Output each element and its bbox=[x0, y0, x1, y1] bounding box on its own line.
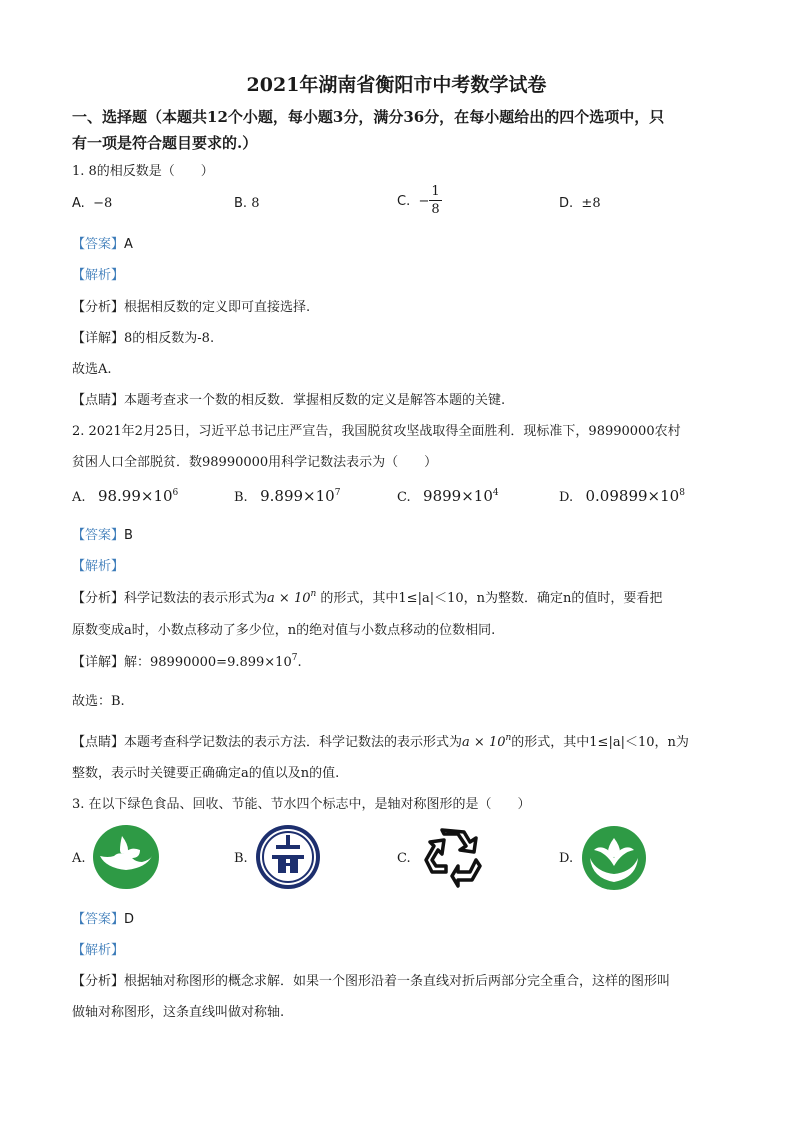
q2-option-c-letter: C. bbox=[397, 490, 411, 505]
q1-option-a-value: −8 bbox=[93, 196, 113, 211]
q1-detail bbox=[72, 327, 214, 346]
q3-stem: 3. 在以下绿色食品、回收、节能、节水四个标志中，是轴对称图形的是（ ） bbox=[72, 797, 531, 812]
q2-fenxi-text-b: 的形式，其中1≤|a|＜10，n为整数．确定n的值时，要看把 bbox=[316, 591, 663, 606]
q1-option-c-letter: C. bbox=[397, 194, 411, 209]
q2-dianjing-label: 【点睛】 bbox=[72, 735, 125, 750]
q1-fenxi bbox=[72, 296, 310, 315]
q3-fenxi-line1 bbox=[72, 970, 670, 989]
q3-fenxi-label: 【分析】 bbox=[72, 974, 125, 989]
q1-detail-label: 【详解】 bbox=[72, 331, 125, 346]
q2-option-b-exponent: 7 bbox=[334, 488, 341, 498]
q2-fenxi-line2: 原数变成a时，小数点移动了多少位，n的绝对值与小数点移动的位数相同. bbox=[72, 623, 496, 638]
q1-option-b-value: 8 bbox=[251, 196, 260, 211]
q2-answer bbox=[72, 524, 133, 543]
q1-option-c-sign: − bbox=[418, 194, 430, 209]
q2-stem-line1: 2. 2021年2月25日，习近平总书记庄严宣告，我国脱贫攻坚战取得全面胜利．现标准下，98990000农村 bbox=[72, 424, 681, 439]
section-heading-line1: 一、选择题（本题共12个小题，每小题3分，满分36分，在每小题给出的四个选项中，只 bbox=[72, 108, 665, 126]
recycle-logo-icon bbox=[418, 826, 484, 888]
q1-option-d bbox=[559, 196, 601, 211]
q2-detail-text: 解：98990000=9.899×10 bbox=[124, 655, 292, 670]
q2-choose: 故选：B. bbox=[72, 694, 125, 709]
q2-analysis-label: 【解析】 bbox=[72, 559, 125, 574]
q3-analysis-label: 【解析】 bbox=[72, 943, 125, 958]
q2-option-a bbox=[72, 487, 178, 505]
q2-fenxi-label: 【分析】 bbox=[72, 591, 125, 606]
q2-option-b bbox=[234, 487, 340, 505]
section-heading-line2: 有一项是符合题目要求的.） bbox=[72, 134, 258, 152]
q3-answer-value: D bbox=[124, 912, 135, 927]
q1-option-a-letter: A. bbox=[72, 196, 85, 211]
q2-dianjing-text-b: 的形式，其中1≤|a|＜10，n为 bbox=[511, 735, 689, 750]
q2-dianjing-formula-exponent: n bbox=[505, 733, 512, 743]
q1-choose: 故选A. bbox=[72, 362, 112, 377]
q2-option-b-letter: B. bbox=[234, 490, 248, 505]
q2-option-d-exponent: 8 bbox=[679, 488, 685, 498]
q3-option-d-letter: D. bbox=[559, 851, 574, 866]
q2-dianjing-line2: 整数，表示时关键要正确确定a的值以及n的值. bbox=[72, 766, 340, 781]
q2-option-c bbox=[397, 487, 499, 505]
q2-fenxi-line1 bbox=[72, 587, 662, 606]
q2-option-d-base: 0.09899×10 bbox=[585, 487, 680, 505]
q2-detail-exponent: 7 bbox=[291, 653, 298, 663]
q1-option-b-letter: B. bbox=[234, 196, 248, 211]
q1-answer bbox=[72, 233, 133, 252]
q2-dianjing-text-a: 本题考查科学记数法的表示方法．科学记数法的表示形式为 bbox=[124, 735, 463, 750]
q1-fenxi-text: 根据相反数的定义即可直接选择. bbox=[124, 300, 311, 315]
q1-option-d-letter: D. bbox=[559, 196, 574, 211]
q2-option-a-exponent: 6 bbox=[172, 488, 179, 498]
q2-option-d-letter: D. bbox=[559, 490, 574, 505]
q2-option-a-base: 98.99×10 bbox=[97, 487, 173, 505]
q2-answer-label: 【答案】 bbox=[72, 528, 125, 543]
q1-stem: 1. 8的相反数是（ ） bbox=[72, 164, 214, 179]
q1-detail-text: 8的相反数为-8. bbox=[124, 331, 215, 346]
q1-answer-value: A bbox=[124, 237, 133, 252]
page-title: 2021年湖南省衡阳市中考数学试卷 bbox=[246, 74, 547, 96]
q1-option-d-value: ±8 bbox=[581, 196, 601, 211]
q2-detail-end: . bbox=[297, 655, 302, 670]
q1-dianjing-label: 【点睛】 bbox=[72, 393, 125, 408]
q2-fenxi-formula-exponent: n bbox=[310, 589, 317, 599]
q3-answer-label: 【答案】 bbox=[72, 912, 125, 927]
energy-saving-logo-icon bbox=[254, 823, 322, 891]
q2-option-c-base: 9899×10 bbox=[423, 487, 493, 505]
water-saving-logo-icon bbox=[580, 824, 648, 892]
q2-option-d bbox=[559, 487, 685, 505]
q1-answer-label: 【答案】 bbox=[72, 237, 125, 252]
q2-dianjing-formula: a × 10 bbox=[462, 735, 506, 750]
q1-option-c-denominator: 8 bbox=[431, 202, 440, 217]
q3-fenxi-text: 根据轴对称图形的概念求解．如果一个图形沿着一条直线对折后两部分完全重合，这样的图形叫 bbox=[124, 974, 671, 989]
q2-detail bbox=[72, 651, 302, 670]
q1-fenxi-label: 【分析】 bbox=[72, 300, 125, 315]
q2-fenxi-formula: a × 10 bbox=[267, 591, 311, 606]
q3-answer bbox=[72, 908, 134, 927]
q1-dianjing-text: 本题考查求一个数的相反数．掌握相反数的定义是解答本题的关键. bbox=[124, 393, 506, 408]
q2-dianjing-line1 bbox=[72, 731, 689, 750]
q2-stem-line2: 贫困人口全部脱贫．数98990000用科学记数法表示为（ ） bbox=[72, 455, 438, 470]
q1-option-c bbox=[397, 184, 442, 219]
q2-option-c-exponent: 4 bbox=[492, 488, 499, 498]
q3-option-c-letter: C. bbox=[397, 851, 411, 866]
q3-option-a-letter: A. bbox=[72, 851, 86, 866]
q1-dianjing bbox=[72, 389, 505, 408]
q2-option-a-letter: A. bbox=[72, 490, 86, 505]
q2-detail-label: 【详解】 bbox=[72, 655, 125, 670]
q2-option-b-base: 9.899×10 bbox=[260, 487, 335, 505]
q3-fenxi-line2: 做轴对称图形，这条直线叫做对称轴. bbox=[72, 1005, 285, 1020]
q1-option-c-numerator: 1 bbox=[431, 184, 440, 199]
q1-analysis-label: 【解析】 bbox=[72, 268, 125, 283]
q3-option-b-letter: B. bbox=[234, 851, 248, 866]
q1-option-a bbox=[72, 196, 112, 211]
q2-fenxi-text-a: 科学记数法的表示形式为 bbox=[124, 591, 268, 606]
green-food-logo-icon bbox=[92, 824, 160, 890]
q2-answer-value: B bbox=[124, 528, 133, 543]
q1-option-b bbox=[234, 196, 259, 211]
q1-option-c-fraction bbox=[429, 184, 441, 219]
